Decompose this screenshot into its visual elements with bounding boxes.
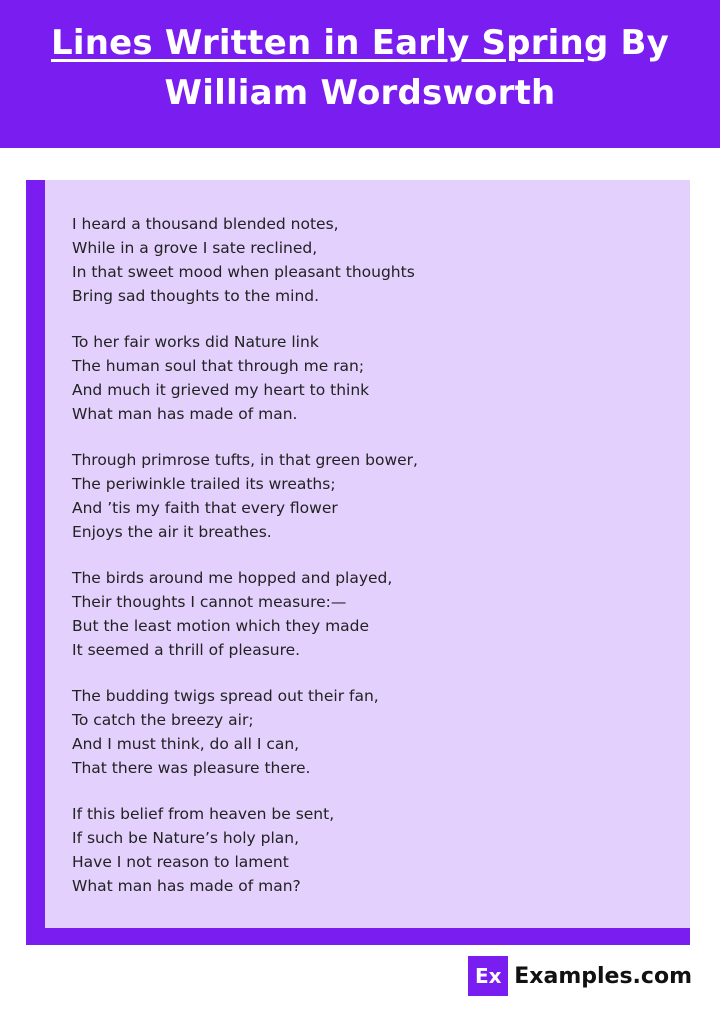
poem-line: What man has made of man?	[72, 877, 301, 895]
page-header	[0, 0, 720, 148]
poem-line: What man has made of man.	[72, 405, 298, 423]
poem-text	[72, 212, 672, 898]
poem-line: The human soul that through me ran;	[72, 357, 365, 375]
title-rest-text: g By	[583, 23, 669, 63]
poem-line: In that sweet mood when pleasant thoughts	[72, 263, 415, 281]
poem-stanza	[72, 566, 672, 662]
poem-line: Enjoys the air it breathes.	[72, 523, 272, 541]
page-title-line-1	[0, 18, 720, 68]
brand-name: Examples.com	[514, 963, 692, 989]
poem-line: The birds around me hopped and played,	[72, 569, 393, 587]
poem-line: To her fair works did Nature link	[72, 333, 319, 351]
poem-line: If this belief from heaven be sent,	[72, 805, 335, 823]
page-title-line-2: William Wordsworth	[164, 73, 556, 113]
poem-line: I heard a thousand blended notes,	[72, 215, 339, 233]
poem-line: Have I not reason to lament	[72, 853, 289, 871]
poem-line: It seemed a thrill of pleasure.	[72, 641, 301, 659]
examples-logo-icon: Ex	[468, 956, 508, 996]
poem-stanza	[72, 448, 672, 544]
poem-stanza	[72, 802, 672, 898]
poem-line: Through primrose tufts, in that green bower,	[72, 451, 418, 469]
poem-stanza	[72, 212, 672, 308]
poem-stanza	[72, 330, 672, 426]
poem-stanza	[72, 684, 672, 780]
poem-line: Their thoughts I cannot measure:—	[72, 593, 347, 611]
poem-line: Bring sad thoughts to the mind.	[72, 287, 320, 305]
poem-line: To catch the breezy air;	[72, 711, 254, 729]
footer-branding	[468, 955, 692, 997]
poem-line: And much it grieved my heart to think	[72, 381, 370, 399]
poem-line: The periwinkle trailed its wreaths;	[72, 475, 336, 493]
poem-line: And I must think, do all I can,	[72, 735, 300, 753]
poem-line: But the least motion which they made	[72, 617, 370, 635]
poem-line: If such be Nature’s holy plan,	[72, 829, 300, 847]
poem-line: While in a grove I sate reclined,	[72, 239, 318, 257]
title-underlined-text: Lines Written in Early Sprin	[51, 23, 584, 63]
poem-line: And ’tis my faith that every flower	[72, 499, 338, 517]
poem-line: The budding twigs spread out their fan,	[72, 687, 379, 705]
poem-line: That there was pleasure there.	[72, 759, 311, 777]
